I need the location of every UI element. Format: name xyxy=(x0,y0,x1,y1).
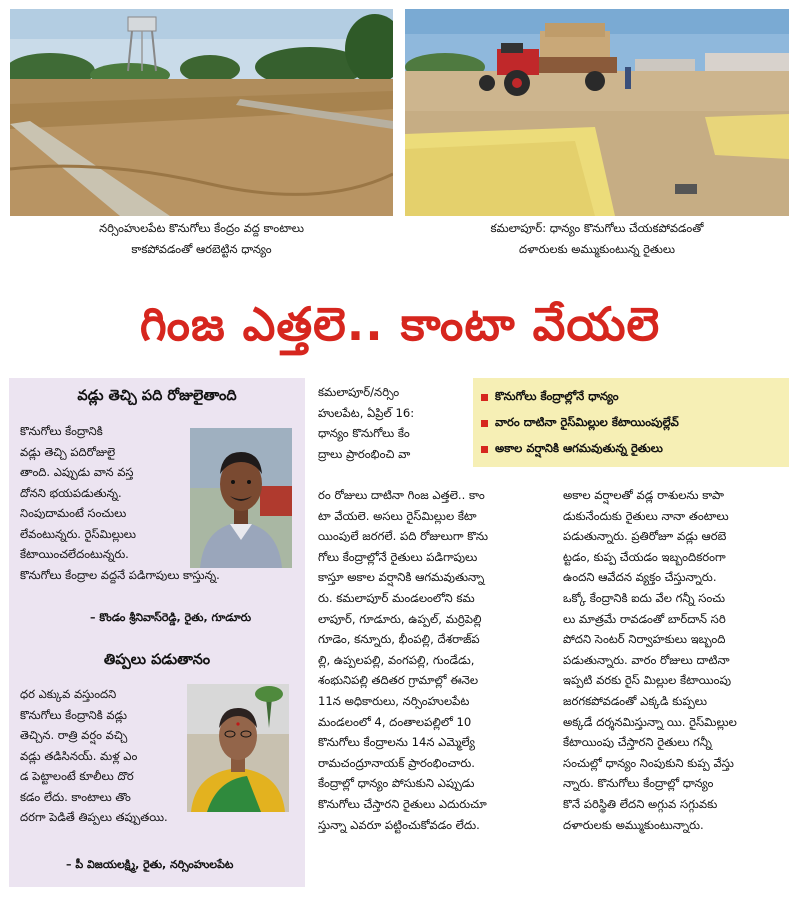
article-line: రం రోజులు దాటినా గింజ ఎత్తలె.. కాం xyxy=(318,488,485,502)
article-line: హులపేట, ఏప్రిల్‌ 16: xyxy=(318,405,415,420)
bullet-square-icon xyxy=(481,420,488,427)
article-line: కొనే పరిస్థితి లేదని అగ్గువ సగ్గువకు xyxy=(563,796,718,811)
article-column-2 xyxy=(563,485,737,835)
quote-line: వడ్లు తడిసినయ్‌. మళ్ల ఎం xyxy=(20,748,138,763)
quote1-attribution: – కొండం శ్రీనివాస్‌రెడ్డి, రైతు, గూడూరు xyxy=(90,611,252,624)
bullet-square-icon xyxy=(481,446,488,453)
portrait-farmer-woman xyxy=(187,684,289,812)
article-line: సంచుల్లో ధాన్యం నింపుకుని కుప్ప వేస్తు xyxy=(563,755,734,770)
article-line: ధాన్యం కొనుగోలు కేం xyxy=(318,426,410,441)
bullet-square-icon xyxy=(481,394,488,401)
quote2-heading: తిప్పలు పడుతానం xyxy=(103,652,211,668)
photo-caption-right xyxy=(405,218,789,260)
photo-drying-paddy xyxy=(10,9,393,216)
article-line: ఇప్పటి వరకు రైస్‌ మిల్లుల కేటాయింపు xyxy=(563,673,732,688)
key-point xyxy=(481,441,663,458)
article-line: లాపూర్‌, గూడూరు, ఉప్పల్‌, మర్రిపెల్లి xyxy=(318,611,482,626)
quote-line: నింపుదామంటే సంచులు xyxy=(20,506,127,520)
quote-line: దరగా పెడితే తిప్పలు తప్పుతయి. xyxy=(20,810,168,824)
caption-line: కమలాపూర్‌: ధాన్యం కొనుగోలు చేయకపోవడంతో xyxy=(490,221,704,235)
article-line: న్నారు. కొనుగోలు కేంద్రాల్లో ధాన్యం xyxy=(563,776,714,791)
quote1-heading: వడ్లు తెచ్చి పది రోజులైతాంది xyxy=(77,388,237,404)
article-line: ట్టడం, కుప్ప చేయడం ఇబ్బందికరంగా xyxy=(563,549,726,564)
article-line: కమలాపూర్‌/నర్సిం xyxy=(318,385,400,399)
article-line: జరగకపోవడంతో ఎక్కడి కుప్పలు xyxy=(563,693,708,708)
article-line: ఒక్కో కేంద్రానికి ఐదు వేల గన్నీ సంచు xyxy=(563,590,726,605)
article-line: ద్రాలు ప్రారంభించి వా xyxy=(318,446,411,461)
key-points-box xyxy=(473,378,789,467)
article-line: స్తున్నా ఎవరూ పట్టించుకోవడం లేదు. xyxy=(318,817,480,832)
quote-line: కొనుగోలు కేంద్రానికి xyxy=(20,424,103,438)
article-line: లు మాత్రమే రావడంతో బార్‌దాన్‌ సరి xyxy=(563,611,726,626)
article-line: అక్కడే దర్శనమిస్తున్నా యి. రైస్‌మిల్లుల xyxy=(563,714,737,729)
article-line: పడుతున్నారు. ప్రతిరోజూ వడ్లు ఆరబె xyxy=(563,529,727,544)
article-line: యింపులే జరగలే. పది రోజులుగా కొను xyxy=(318,529,489,544)
article-line: ల్లి, ఉప్పలపల్లి, వంగపల్లి, గుండేడు, xyxy=(318,652,475,667)
quote-line: వడ్లు తెచ్చి పదిరోజులై xyxy=(20,444,116,459)
article-line: శంభునిపల్లి తదితర గ్రామాల్లో ఈనెల xyxy=(318,673,479,688)
article-line: పడుతున్నారు. వారం రోజులు దాటినా xyxy=(563,652,730,667)
quote-line: కొనుగోలు కేంద్రానికి వడ్లు xyxy=(20,707,128,722)
quote-line: కొనుగోలు కేంద్రాల వద్దనే పడిగాపులు కాస్తున్న. xyxy=(20,567,220,582)
quote2-attribution: – పీ విజయలక్ష్మి, రైతు, నర్సింహులపేట xyxy=(66,858,234,871)
article-line: మండలంలో 4, దంతాలపల్లిలో 10 xyxy=(318,714,472,729)
article-line: టా వేయలె. అసలు రైస్‌మిల్లుల కేటా xyxy=(318,508,477,523)
quote-line: డ పెట్టాలంటే కూలీలు దొర xyxy=(20,769,134,783)
article-line: పోదని సెంటర్‌ నిర్వాహకులు ఇబ్బంది xyxy=(563,632,726,647)
caption-line: నర్సింహులపేట కొనుగోలు కేంద్రం వద్ద కాంటాలు xyxy=(99,221,304,235)
portrait-farmer-man xyxy=(190,428,292,568)
quote2-text xyxy=(20,684,168,828)
article-line: దళారులకు అమ్ముకుంటున్నారు. xyxy=(563,817,704,832)
quote-line: లేవంటున్నరు. రైస్‌మిల్లులు xyxy=(20,526,136,541)
article-line: ఉందని ఆవేదన వ్యక్తం చేస్తున్నారు. xyxy=(563,570,717,585)
key-point xyxy=(481,415,679,432)
quote-line: ధర ఎక్కువ వస్తుందని xyxy=(20,687,117,701)
caption-line: కాకపోవడంతో ఆరబెట్టిన ధాన్యం xyxy=(131,242,272,256)
key-point-text: కొనుగోలు కేంద్రాల్లోనే ధాన్యం xyxy=(495,389,619,403)
headline: గింజ ఎత్తలె.. కాంటా వేయలె xyxy=(139,297,661,351)
article-line: అకాల వర్షాలతో వడ్ల రాశులను కాపా xyxy=(563,488,724,502)
quote-line: తాంది. ఎప్పుడు వాన వస్త xyxy=(20,465,134,479)
article-line: 11న అధికారులు, నర్సింహులపేట xyxy=(318,693,470,708)
article-line: కొనుగోలు కేంద్రాలను 14న ఎమ్మెల్యే xyxy=(318,735,475,750)
photo-tractor-grain-bags xyxy=(405,9,789,216)
article-line: గూడెం, కన్నూరు, భీంపల్లి, దేశరాజ్‌ప xyxy=(318,632,480,647)
article-column-1-intro xyxy=(318,382,414,464)
article-line: రు. కమలాపూర్‌ మండలంలోని కమ xyxy=(318,590,475,605)
key-point-text: అకాల వర్షానికి ఆగమవుతున్న రైతులు xyxy=(495,441,663,455)
photo-caption-left xyxy=(10,218,393,260)
key-point-text: వారం దాటినా రైస్‌మిల్లుల కేటాయింపుల్లేవ్‌ xyxy=(495,415,679,429)
article-line: కొనుగోలు చేస్తారని రైతులు ఎదురుచూ xyxy=(318,796,487,811)
article-column-1 xyxy=(318,485,488,835)
quote-line: కేటాయించలేదంటున్నరు. xyxy=(20,547,129,561)
quote-line: కడం లేదు. కాంటాలు తొం xyxy=(20,789,131,804)
caption-line: దళారులకు అమ్ముకుంటున్న రైతులు xyxy=(519,242,675,256)
quote-line: తెచ్చిన. రాత్రి వర్షం వచ్చి xyxy=(20,728,128,742)
article-line: కేటాయింపు చేస్తారని రైతులు గన్నీ xyxy=(563,735,712,750)
article-line: రామచంద్రూనాయక్‌ ప్రారంభించారు. xyxy=(318,755,475,770)
key-point xyxy=(481,389,619,406)
article-line: గోలు కేంద్రాల్లోనే రైతులు పడిగాపులు xyxy=(318,549,478,564)
article-line: డుకునేందుకు రైతులు నానా తంటాలు xyxy=(563,508,729,523)
article-line: కేంద్రాల్లో ధాన్యం పోసుకుని ఎప్పుడు xyxy=(318,776,475,791)
quote-line: దోనని భయపడుతున్న. xyxy=(20,485,122,500)
article-line: కాస్తూ అకాల వర్షానికి ఆగమవుతున్నా xyxy=(318,570,485,585)
